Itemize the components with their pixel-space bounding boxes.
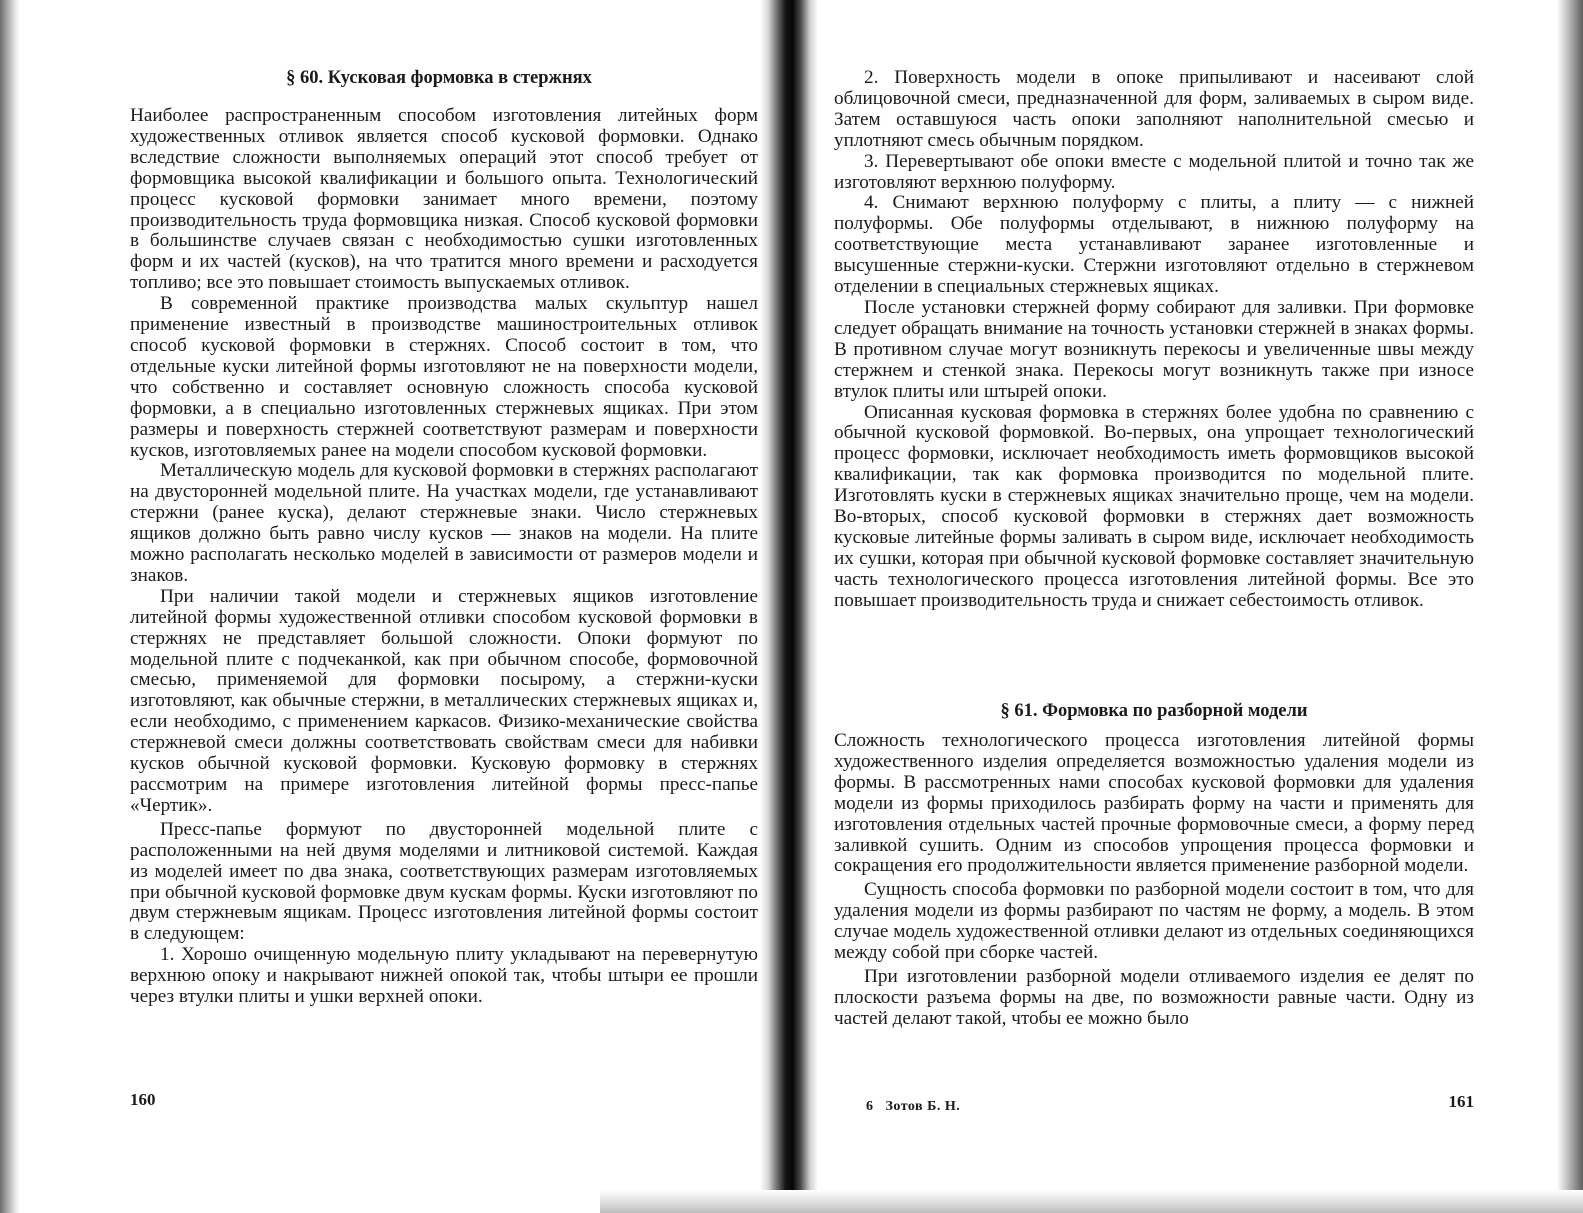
section-heading-60: § 60. Кусковая формовка в стержнях	[286, 68, 592, 88]
scan-edge-left	[0, 0, 20, 1213]
right-page-body-top	[834, 68, 1474, 612]
scan-edge-right	[1557, 0, 1583, 1213]
footer-signature: 6 Зотов Б. Н.	[866, 1099, 961, 1114]
paragraph: Описанная кусковая формовка в стержнях более удобна по сравнению с обычной кусковой формовкой. Во-первых, она упрощает технологический процесс формовки, исключает необходимость иметь формовщиков высокой квалификации, так как формовка производится по модельной плите. Изготовлять куски в стержневых ящиках значительно проще, чем на модели. Во-вторых, способ кусковой формовки в стержнях дает возможность кусковые литейные формы заливать в сыром виде, исключает необходимость их сушки, которая при обычной кусковой формовке составляет значительную часть технологического процесса изготовления литейной формы. Все это повышает производительность труда и снижает себестоимость отливок.	[834, 401, 1474, 611]
paragraph: 4. Снимают верхнюю полуформу с плиты, а плиту — с нижней полуформы. Обе полуформы отделывают, в нижнюю полуформу на соответствующие места устанавливают заранее изготовленные и высушенные стержни-куски. Стержни изготовляют отдельно в стержневом отделении в специальных стержневых ящиках.	[834, 192, 1474, 298]
paragraph: Наиболее распространенным способом изготовления литейных форм художественных отливок является способ кусковой формовки. Однако вследствие сложности выполняемых операций этот способ требует от формовщика высокой квалификации и большого опыта. Технологический процесс кусковой формовки занимает много времени, поэтому производительность труда формовщика низкая. Способ кусковой формовки в большинстве случаев связан с необходимостью сушки изготовленных форм и их частей (кусков), на что тратится много времени и расходуется топливо; все это повышает стоимость выпускаемых отливок.	[130, 105, 758, 294]
paragraph: 3. Перевертывают обе опоки вместе с модельной плитой и точно так же изготовляют верхнюю полуформу.	[834, 150, 1474, 193]
page-number-left: 160	[130, 1090, 156, 1109]
paragraph: После установки стержней форму собирают для заливки. При формовке следует обращать внимание на точность установки стержней в знаках формы. В противном случае могут возникнуть перекосы и увеличенные швы между стержнем и стенкой знака. Перекосы могут возникнуть также при износе втулок плиты или штырей опоки.	[834, 296, 1474, 402]
paragraph: 1. Хорошо очищенную модельную плиту укладывают на перевернутую верхнюю опоку и накрывают нижней опокой так, чтобы штыри ее прошли через втулки плиты и ушки верхней опоки.	[130, 944, 758, 1008]
paragraph: Металлическую модель для кусковой формовки в стержнях располагают на двусторонней модельной плите. На участках модели, где устанавливают стержни (ранее куска), делают стержневые знаки. Число стержневых ящиков должно быть равно числу кусков — знаков на модели. На плите можно располагать несколько моделей в зависимости от размеров модели и знаков.	[130, 460, 758, 586]
paragraph: 2. Поверхность модели в опоке припыливают и насеивают слой облицовочной смеси, предназначенной для форм, заливаемых в сыром виде. Затем оставшуюся часть опоки заполняют наполнительной смесью и уплотняют смесь обычным порядком.	[834, 67, 1474, 151]
left-page-body	[130, 106, 758, 1008]
page-number-right: 161	[1448, 1092, 1474, 1111]
paragraph: Сложность технологического процесса изготовления литейной формы художественного изделия определяется возможностью удаления модели из формы. В рассмотренных нами способах кусковой формовки для удаления модели из формы приходилось разбирать форму на части и применять для изготовления отдельных частей прочные формовочные смеси, а форму перед заливкой сушить. Одним из способов упрощения процесса формовки и сокращения его продолжительности является применение разборной модели.	[834, 730, 1474, 877]
paragraph: В современной практике производства малых скульптур нашел применение известный в производстве машиностроительных отливок способ кусковой формовки в стержнях. Способ состоит в том, что отдельные куски литейной формы изготовляют не на поверхности модели, что собственно и составляет основную сложность способа кусковой формовки, а в специально изготовленных стержневых ящиках. При этом размеры и поверхность стержней соответствуют размерам и поверхности кусков, изготовляемых ранее на модели способом кусковой формовки.	[130, 293, 758, 461]
paragraph: При наличии такой модели и стержневых ящиков изготовление литейной формы художественной отливки способом кусковой формовки в стержнях не представляет большой сложности. Опоки формуют по модельной плите с подчеканкой, как при обычном способе, формовочной смесью, применяемой для формовки посырому, а стержни-куски изготовляют, как обычные стержни, в металлических стержневых ящиках и, если необходимо, с применением каркасов. Физико-механические свойства стержневой смеси должны соответствовать свойствам смеси для набивки кусков обычной кусковой формовки. Кусковую формовку в стержнях рассмотрим на примере изготовления литейной формы пресс-папье «Чертик».	[130, 585, 758, 816]
paragraph: Пресс-папье формуют по двусторонней модельной плите с расположенными на ней двумя моделями и литниковой системой. Каждая из моделей имеет по два знака, соответствующих размерам изготовляемых при обычной кусковой формовке двум кускам формы. Куски изготовляют по двум стержневым ящикам. Процесс изготовления литейной формы состоит в следующем:	[130, 818, 758, 945]
right-page-body-bottom	[834, 731, 1474, 1030]
paragraph: Сущность способа формовки по разборной модели состоит в том, что для удаления модели из формы разбирают по частям не форму, а модель. В этом случае модель художественной отливки делают из отдельных соединяющихся между собой при сборке частей.	[834, 879, 1474, 964]
section-heading-61: § 61. Формовка по разборной модели	[1000, 701, 1308, 721]
paragraph: При изготовлении разборной модели отливаемого изделия ее делят по плоскости разъема формы на две, по возможности равные части. Одну из частей делают такой, чтобы ее можно было	[834, 965, 1474, 1029]
page-bottom-shadow	[600, 1190, 1583, 1213]
book-gutter	[760, 0, 818, 1213]
